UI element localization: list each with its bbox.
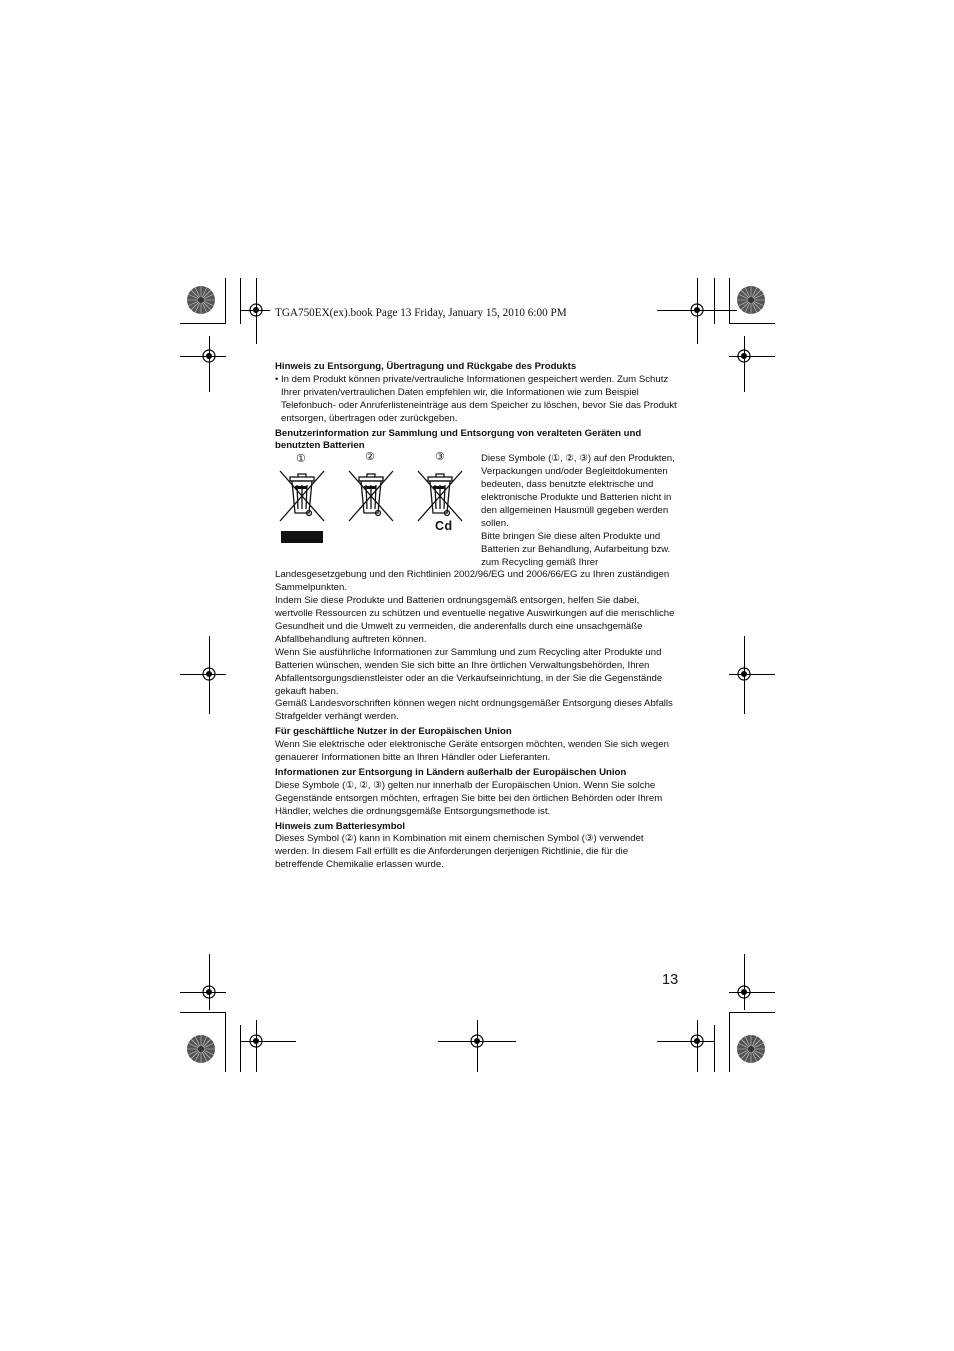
page-number: 13 <box>662 972 679 988</box>
document-body <box>275 361 679 872</box>
symbol-label-3: ③ <box>435 451 445 464</box>
paragraph: Indem Sie diese Produkte und Batterien ordnungsgemäß entsorgen, helfen Sie dabei, wertvolle Ressourcen zu schützen und eventuelle negative Auswirkungen auf die menschliche Gesundheit und die Umwelt zu vermeiden, die anderenfalls durch eine unsachgemäße Abfallbehandlung auftreten können. <box>275 595 675 645</box>
sunburst-mark-icon <box>736 285 766 315</box>
bullet-item <box>275 374 679 426</box>
crossed-bin-icon <box>415 469 465 523</box>
section-title-benutzer: Benutzerinformation zur Sammlung und Entsorgung von veralteten Geräten und benutzten Batterien <box>275 427 642 452</box>
section-title-battery: Hinweis zum Batteriesymbol <box>275 820 406 832</box>
disposal-symbols-figure <box>275 453 475 569</box>
sunburst-mark-icon <box>186 285 216 315</box>
crossed-bin-icon <box>277 469 327 523</box>
crossed-bin-icon <box>346 469 396 523</box>
paragraph: Landesgesetzgebung und den Richtlinien 2002/96/EG und 2006/66/EG zu Ihren zuständigen Sammelpunkten. <box>275 569 670 594</box>
symbols-text-1: Diese Symbole (①, ②, ③) auf den Produkten, Verpackungen und/oder Begleitdokumenten bedeuten, dass benutzte elektrische und elektronische Produkte und Batterien nicht in den allgemeinen Hausmüll gegeben werden sollen. <box>481 453 675 529</box>
section-title-outside-eu: Informationen zur Entsorgung in Ländern außerhalb der Europäischen Union <box>275 766 627 778</box>
symbol-label-1: ① <box>296 453 306 466</box>
section-title-hinweis: Hinweis zu Entsorgung, Übertragung und Rückgabe des Produkts <box>275 361 577 372</box>
disposal-symbols-block <box>275 453 679 569</box>
symbol-label-2: ② <box>365 451 375 464</box>
section-title-business: Für geschäftliche Nutzer in der Europäischen Union <box>275 726 512 738</box>
paragraph: Wenn Sie elektrische oder elektronische Geräte entsorgen möchten, wenden Sie sich wegen genauerer Informationen bitte an Ihren Händler oder Lieferanten. <box>275 739 669 764</box>
paragraph: Wenn Sie ausführliche Informationen zur Sammlung und zum Recycling alter Produkte und Batterien wünschen, wenden Sie sich bitte an Ihre örtlichen Verwaltungsbehörden, Ihren Abfallentsorgungsdienstleister oder an die Verkaufseinrichtung, in der Sie die Gegenstände gekauft haben. <box>275 646 663 697</box>
solid-bar-icon <box>281 531 323 543</box>
paragraph: Gemäß Landesvorschriften können wegen nicht ordnungsgemäßer Entsorgung dieses Abfalls Strafgelder verhängt werden. <box>275 698 673 723</box>
bullet-text: In dem Produkt können private/vertrauliche Informationen gespeichert werden. Zum Schutz Ihrer privaten/vertraulichen Daten empfehlen wir, die Informationen wie zum Beispiel Telefonbuch- oder Anruferlisteneinträge aus dem Speicher zu löschen, bevor Sie das Produkt entsorgen, übertragen oder zurückgeben. <box>281 373 677 424</box>
paragraph: Dieses Symbol (②) kann in Kombination mit einem chemischen Symbol (③) verwendet werden. In diesem Fall erfüllt es die Anforderungen derjenigen Richtlinie, die für die betreffende Chemikalie erlassen wurde. <box>275 833 644 871</box>
bullet-dot-icon: • <box>275 373 279 385</box>
book-header-line: TGA750EX(ex).book Page 13 Friday, January 15, 2010 6:00 PM <box>275 307 567 319</box>
symbols-description <box>481 453 681 569</box>
sunburst-mark-icon <box>736 1034 766 1064</box>
chemical-symbol: Cd <box>435 519 453 534</box>
symbols-text-2: Bitte bringen Sie diese alten Produkte und Batterien zur Behandlung, Aufarbeitung bzw. zum Recycling gemäß Ihrer <box>481 530 671 568</box>
sunburst-mark-icon <box>186 1034 216 1064</box>
paragraph: Diese Symbole (①, ②, ③) gelten nur innerhalb der Europäischen Union. Wenn Sie solche Gegenstände entsorgen möchten, erfragen Sie bitte bei den örtlichen Behörden oder Ihrem Händler, welches die ordnungsgemäße Entsorgungsmethode ist. <box>275 779 663 817</box>
